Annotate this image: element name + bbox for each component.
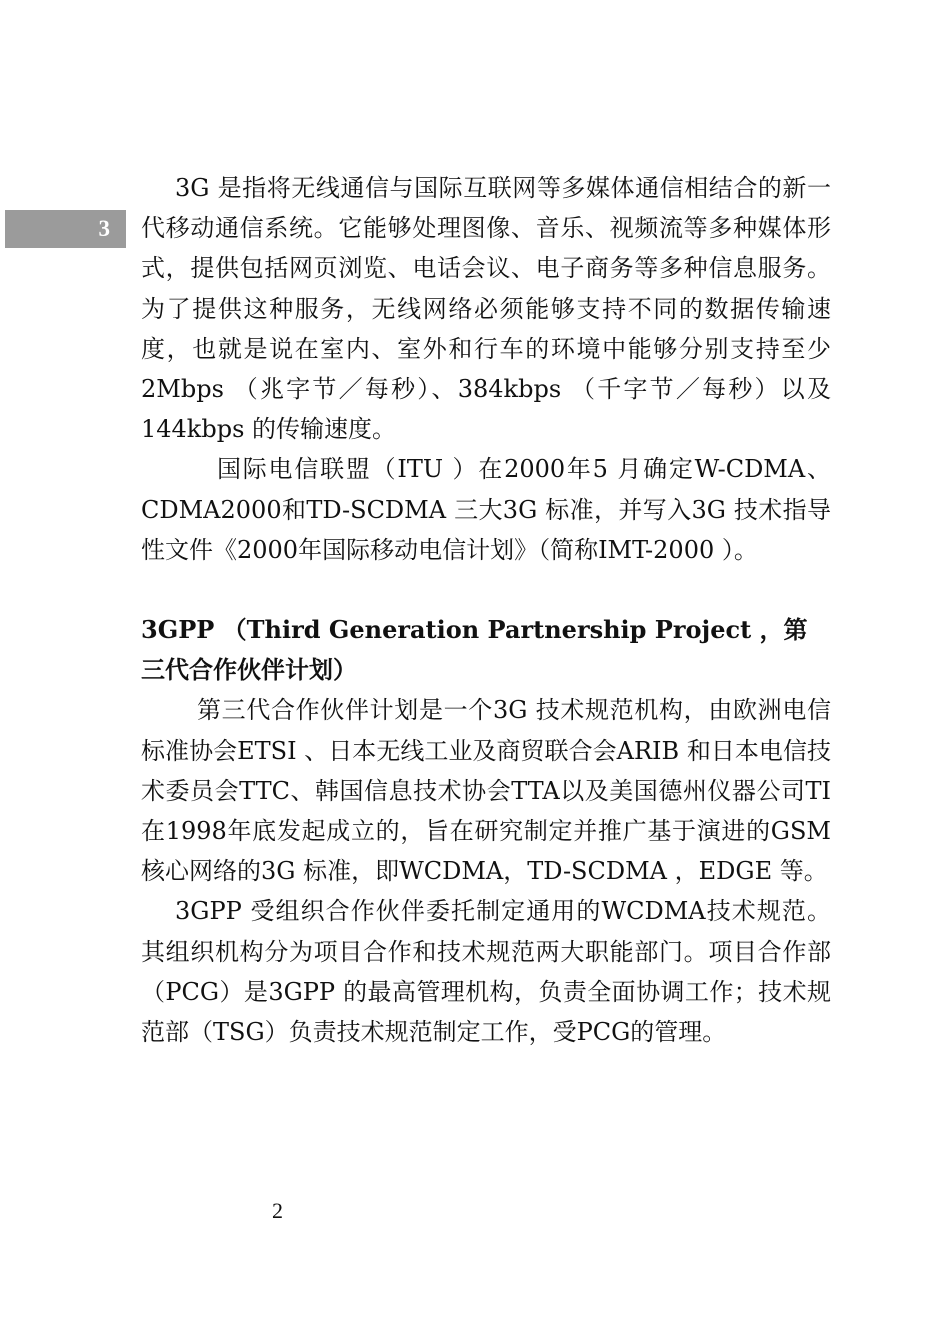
paragraph-3gpp-description: 第三代合作伙伴计划是一个3G 技术规范机构，由欧洲电信标准协会ETSI 、日本无线工业及商贸联合会ARIB 和日本电信技术委员会TTC、韩国信息技术协会TTA以及美国德州仪器公司TI在1998年底发起成立的，旨在研究制定并推广基于演进的GSM 核心网络的3G 标准，即WCDMA，TD-SCDMA ，EDGE 等。 xyxy=(141,696,831,886)
page-body xyxy=(141,168,831,1052)
section-heading-3gpp: 3GPP （Third Generation Partnership Project ，第三代合作伙伴计划） xyxy=(141,615,808,685)
chapter-tab xyxy=(5,210,126,248)
paragraph-3g-intro: 3G 是指将无线通信与国际互联网等多媒体通信相结合的新一代移动通信系统。它能够处理图像、音乐、视频流等多种媒体形式，提供包括网页浏览、电话会议、电子商务等多种信息服务。为了提供这种服务，无线网络必须能够支持不同的数据传输速度，也就是说在室内、室外和行车的环境中能够分别支持至少2Mbps （兆字节／每秒）、384kbps （千字节／每秒）以及144kbps 的传输速度。 xyxy=(141,174,831,444)
paragraph-itu-standards: 国际电信联盟（ITU ）在2000年5 月确定W-CDMA、CDMA2000和TD-SCDMA 三大3G 标准，并写入3G 技术指导性文件《2000年国际移动电信计划》（简称IMT-2000 ）。 xyxy=(141,455,831,564)
paragraph-3gpp-organization: 3GPP 受组织合作伙伴委托制定通用的WCDMA技术规范。其组织机构分为项目合作和技术规范两大职能部门。项目合作部（PCG）是3GPP 的最高管理机构，负责全面协调工作；技术规范部（TSG）负责技术规范制定工作，受PCG的管理。 xyxy=(141,897,831,1047)
page-number: 2 xyxy=(272,1198,283,1223)
chapter-number: 3 xyxy=(98,216,110,241)
